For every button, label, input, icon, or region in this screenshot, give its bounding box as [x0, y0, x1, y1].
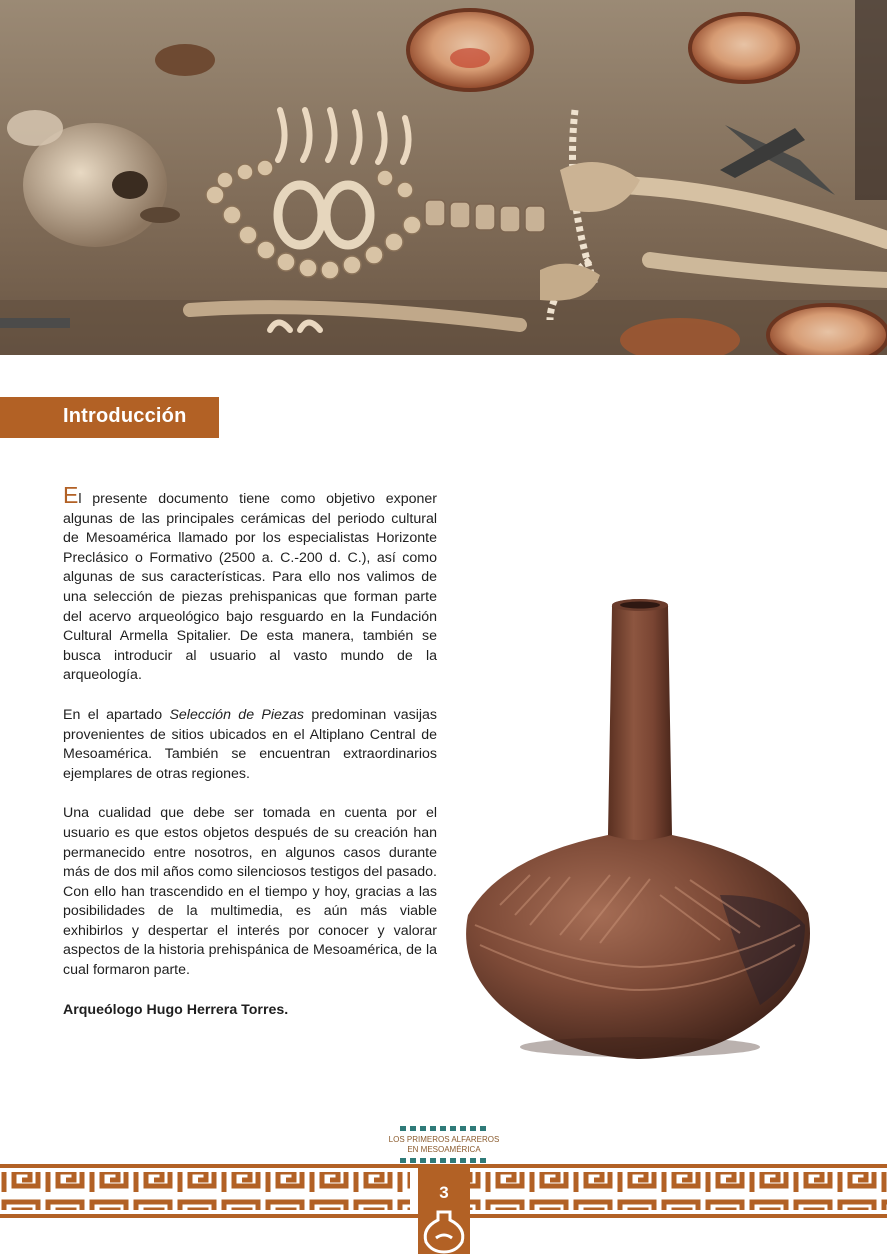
publication-logo: [389, 1124, 500, 1164]
greek-fret-border: [0, 1120, 887, 1254]
section-reference: Selección de Piezas: [169, 706, 305, 723]
burial-photo-illustration: [0, 0, 887, 355]
bottle-vessel-illustration: [460, 595, 815, 1065]
paragraph-1-text: l presente documento tiene como objetivo exponer algunas de las principales cerámicas del periodo cultural de Mesoamérica llamado por los especialistas Horizonte Preclásico o Formativo (2500 a. C.-200 d. C.), así como algunas de sus características. Para ello nos valimos de una selección de piezas prehispanicas que forman parte del acervo arqueológico bajo resguardo en la Fundación Cultural Armella Spitalier. De esta manera, también se busca introducir al usuario al vasto mundo de la arqueología.: [63, 491, 437, 684]
hero-photo: [0, 0, 887, 355]
drop-cap: E: [63, 482, 79, 508]
paragraph-1: [63, 484, 437, 686]
page-number: 3: [439, 1183, 449, 1202]
logo-title-line-1: LOS PRIMEROS ALFAREROS: [388, 1135, 500, 1144]
paragraph-2-text-start: En el apartado: [63, 706, 170, 723]
paragraph-3: Una cualidad que debe ser tomada en cuenta por el usuario es que estos objetos después de su creación han permanecido entre nosotros, en algunos casos durante más de dos mil años como silenciosos testigos del pasado. Con ello han trascendido en el tiempo y hoy, gracias a las posibilidades de la multimedia, es aún más viable exhibirlos y despertar el interés por conocer y valorar aspectos de la historia prehispánica de Mesoamérica, de la cual formaron parte.: [63, 805, 437, 979]
paragraph-2: [63, 706, 437, 784]
vessel-photo: [460, 595, 815, 1065]
paragraph-2-text-end: predominan vasijas provenientes de sitios ubicados en el Altiplano Central de Mesoamérica. También se encuentran extraordinarios ejemplares de otras regiones.: [63, 706, 437, 782]
intro-text: [63, 484, 437, 1040]
author-signature: Arqueólogo Hugo Herrera Torres.: [63, 1001, 289, 1018]
footer: [0, 1120, 887, 1254]
section-title: Introducción: [63, 405, 187, 427]
logo-title-line-2: EN MESOAMÉRICA: [407, 1145, 481, 1154]
